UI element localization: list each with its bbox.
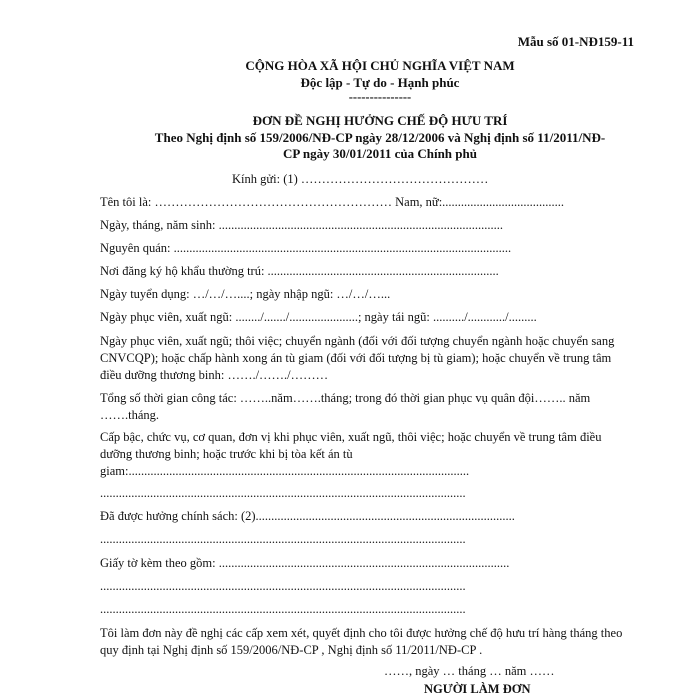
hometown-field: Nguyên quán: ............................................................................................................ xyxy=(100,241,512,255)
policy-continuation: ..................................................................................................................... xyxy=(100,532,466,546)
legal-basis-line2: CP ngày 30/01/2011 của Chính phủ xyxy=(283,146,477,161)
signature-date-line: ……, ngày … tháng … năm …… xyxy=(384,664,555,678)
request-paragraph: Tôi làm đơn này đề nghị các cấp xem xét, quyết định cho tôi được hưởng chế độ hưu trí hàng tháng theo quy định tại Nghị định số 159/2006/NĐ-CP , Nghị định số 11/2011/NĐ-CP . xyxy=(100,626,623,657)
name-field: Tên tôi là: ………………………………………………… Nam, nữ:....................................... xyxy=(100,195,565,209)
rank-continuation: ..................................................................................................................... xyxy=(100,486,466,500)
form-code: Mẫu số 01-NĐ159-11 xyxy=(517,34,634,49)
document-title: ĐƠN ĐỀ NGHỊ HƯỞNG CHẾ ĐỘ HƯU TRÍ xyxy=(252,113,508,128)
reenlist-field: Ngày phục viên, xuất ngũ: ......../......./......................; ngày tái ngũ: ........../............/......... xyxy=(100,310,537,324)
header-separator: --------------- xyxy=(348,90,412,104)
documents-continuation-2: ..................................................................................................................... xyxy=(100,602,466,616)
rank-paragraph: Cấp bậc, chức vụ, cơ quan, đơn vị khi phục viên, xuất ngũ, thôi việc; hoặc chuyển về trung tâm điều dưỡng thương binh; hoặc trước khi bị tòa kết án tù giam:............................................................................................................. xyxy=(100,430,602,478)
documents-continuation-1: ..................................................................................................................... xyxy=(100,579,466,593)
service-time-paragraph: Tổng số thời gian công tác: ……..năm…….tháng; trong đó thời gian phục vụ quân đội…….. năm …….tháng. xyxy=(100,391,591,422)
legal-basis-line1: Theo Nghị định số 159/2006/NĐ-CP ngày 28/12/2006 và Nghị định số 11/2011/NĐ- xyxy=(154,130,606,145)
documents-field: Giấy tờ kèm theo gồm: ............................................................................................. xyxy=(100,556,510,570)
recruit-field: Ngày tuyển dụng: …/…/…....; ngày nhập ngũ: …/…/…... xyxy=(100,287,391,301)
addressee: Kính gửi: (1) ……………………………………… xyxy=(232,172,489,186)
residence-field: Nơi đăng ký hộ khẩu thường trú: .......................................................................... xyxy=(100,264,499,278)
discharge-paragraph: Ngày phục viên, xuất ngũ; thôi việc; chuyển ngành (đối với đối tượng chuyển ngành hoặc chuyển sang CNVCQP); hoặc chấp hành xong án tù giam (đối với đối tượng bị tù giam); hoặc chuyển về trung tâm điều dưỡng thương binh: ……./……./……… xyxy=(100,334,615,382)
signer-title: NGƯỜI LÀM ĐƠN xyxy=(424,682,531,696)
policy-field: Đã được hưởng chính sách: (2)................................................................................... xyxy=(100,509,515,523)
national-title: CỘNG HÒA XÃ HỘI CHỦ NGHĨA VIỆT NAM xyxy=(245,58,515,73)
motto: Độc lập - Tự do - Hạnh phúc xyxy=(300,75,460,90)
dob-field: Ngày, tháng, năm sinh: ........................................................................................... xyxy=(100,218,503,232)
